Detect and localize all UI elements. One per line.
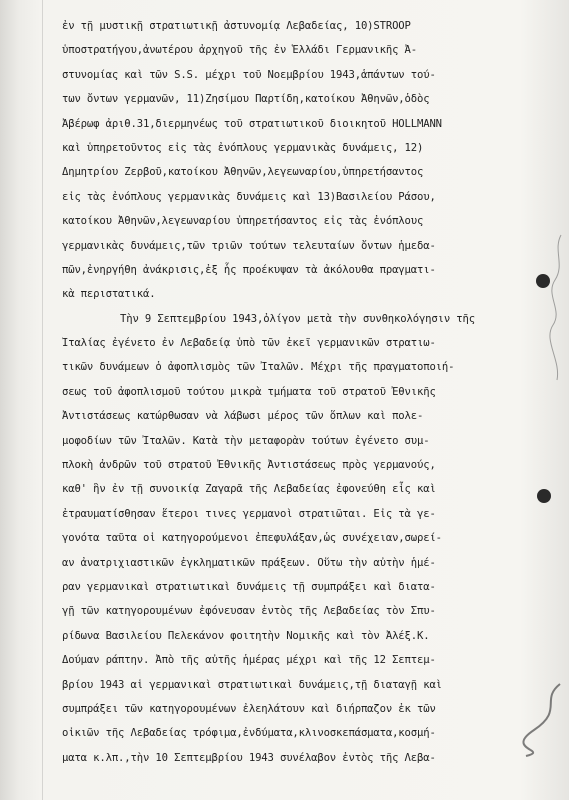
text-line: οἰκιῶν τῆς Λεβαδείας τρόφιμα,ἐνδύματα,κλινοσκεπάσματα,κοσμή- [62,727,436,740]
text-line: συμπράξει τῶν κατηγορουμένων ἐλεηλάτουν καὶ διήρπαζον ἐκ τῶν [62,702,436,715]
text-line: καὶ ὑπηρετοῦντος εἰς τὰς ἐνόπλους γερμανικὰς δυνάμεις, 12) [62,141,424,154]
text-line: τικῶν δυνάμεων ὁ ἀφοπλισμὸς τῶν Ἰταλῶν. Μέχρι τῆς πραγματοποιή- [62,361,455,374]
text-line: ἐν τῇ μυστικῇ στρατιωτικῇ ἀστυνομίᾳ Λεβαδείας, 10)STROOP [62,20,411,32]
text-line: ματα κ.λπ.,τὴν 10 Σεπτεμβρίου 1943 συνέλαβον ἐντὸς τῆς Λεβα- [62,751,436,764]
text-line: κὰ περιστατικά. [62,288,156,301]
text-line: ὑποστρατήγου,ἀνωτέρου ἀρχηγοῦ τῆς ἐν Ἑλλάδι Γερμανικῆς Ἀ- [62,44,417,57]
page-fold-shadow [42,0,43,800]
handwritten-signature-mark [520,680,569,760]
text-line: των ὄντων γερμανῶν, 11)Ζησίμου Παρτίδη,κατοίκου Ἀθηνῶν,ὁδὸς [62,93,430,106]
text-line: αν ἀνατριχιαστικῶν ἐγκληματικῶν πράξεων. Οὕτω τὴν αὐτὴν ἡμέ- [62,556,436,569]
paragraph-start-line: Τὴν 9 Σεπτεμβρίου 1943,ὀλίγον μετὰ τὴν συνθηκολόγησιν τῆς [120,312,475,325]
typed-text-body [62,14,530,770]
text-line: μοφοδίων τῶν Ἰταλῶν. Κατὰ τὴν μεταφορὰν τούτων ἐγένετο συμ- [62,434,430,447]
text-line: βρίου 1943 αἱ γερμανικαὶ στρατιωτικαὶ δυνάμεις,τῇ διαταγῇ καὶ [62,678,442,691]
text-line: γερμανικὰς δυνάμεις,τῶν τριῶν τούτων τελευταίων ὄντων ἡμεδα- [62,239,436,252]
text-line: ρίδωνα Βασιλείου Πελεκάνον φοιτητὴν Νομικῆς καὶ τὸν Ἀλέξ.Κ. [62,629,430,642]
text-line: ἐτραυματίσθησαν ἕτεροι τινες γερμανοὶ στρατιῶται. Εἰς τὰ γε- [62,507,436,520]
text-line: σεως τοῦ ἀφοπλισμοῦ τούτου μικρὰ τμήματα τοῦ στρατοῦ Ἐθνικῆς [62,385,436,398]
text-line: ραν γερμανικαὶ στρατιωτικαὶ δυνάμεις τῇ συμπράξει καὶ διατα- [62,580,436,593]
margin-handwriting-scribble [547,230,567,390]
text-line: καθ' ἣν ἐν τῇ συνοικίᾳ Ζαγαρᾶ τῆς Λεβαδείας ἐφονεύθη εἷς καὶ [62,483,436,496]
text-line: Ἀβέρωφ ἀριθ.31,διερμηνέως τοῦ στρατιωτικοῦ διοικητοῦ HOLLMANN [62,117,442,130]
text-line: Δούμαν ράπτην. Ἀπὸ τῆς αὐτῆς ἡμέρας μέχρι καὶ τῆς 12 Σεπτεμ- [62,654,436,667]
text-line: στυνομίας καὶ τῶν S.S. μέχρι τοῦ Νοεμβρίου 1943,ἁπάντων τού- [62,68,436,81]
text-line: κατοίκου Ἀθηνῶν,λεγεωναρίου ὑπηρετήσαντος εἰς τὰς ἐνόπλους [62,215,424,228]
punch-hole [537,489,551,503]
text-line: πλοκὴ ἀνδρῶν τοῦ στρατοῦ Ἐθνικῆς Ἀντιστάσεως πρὸς γερμανούς, [62,459,436,472]
text-line: πῶν,ἐνηργήθη ἀνάκρισις,ἐξ ἧς προέκυψαν τὰ ἀκόλουθα πραγματι- [62,263,436,276]
text-line: γονότα ταῦτα οἱ κατηγορούμενοι ἐπεφυλάξαν,ὡς συνέχειαν,σωρεί- [62,532,442,545]
text-line: γῇ τῶν κατηγορουμένων ἐφόνευσαν ἐντὸς τῆς Λεβαδείας τὸν Σπυ- [62,605,436,618]
text-line: Ἰταλίας ἐγένετο ἐν Λεβαδείᾳ ὑπὸ τῶν ἐκεῖ γερμανικῶν στρατιω- [62,337,436,350]
text-line: Ἀντιστάσεως κατώρθωσαν νὰ λάβωσι μέρος τῶν ὅπλων καὶ πολε- [62,410,424,423]
text-line: Δημητρίου Ζερβοῦ,κατοίκου Ἀθηνῶν,λεγεωναρίου,ὑπηρετήσαντος [62,166,424,179]
text-line: εἰς τὰς ἐνόπλους γερμανικὰς δυνάμεις καὶ 13)Βασιλείου Ράσου, [62,190,436,203]
